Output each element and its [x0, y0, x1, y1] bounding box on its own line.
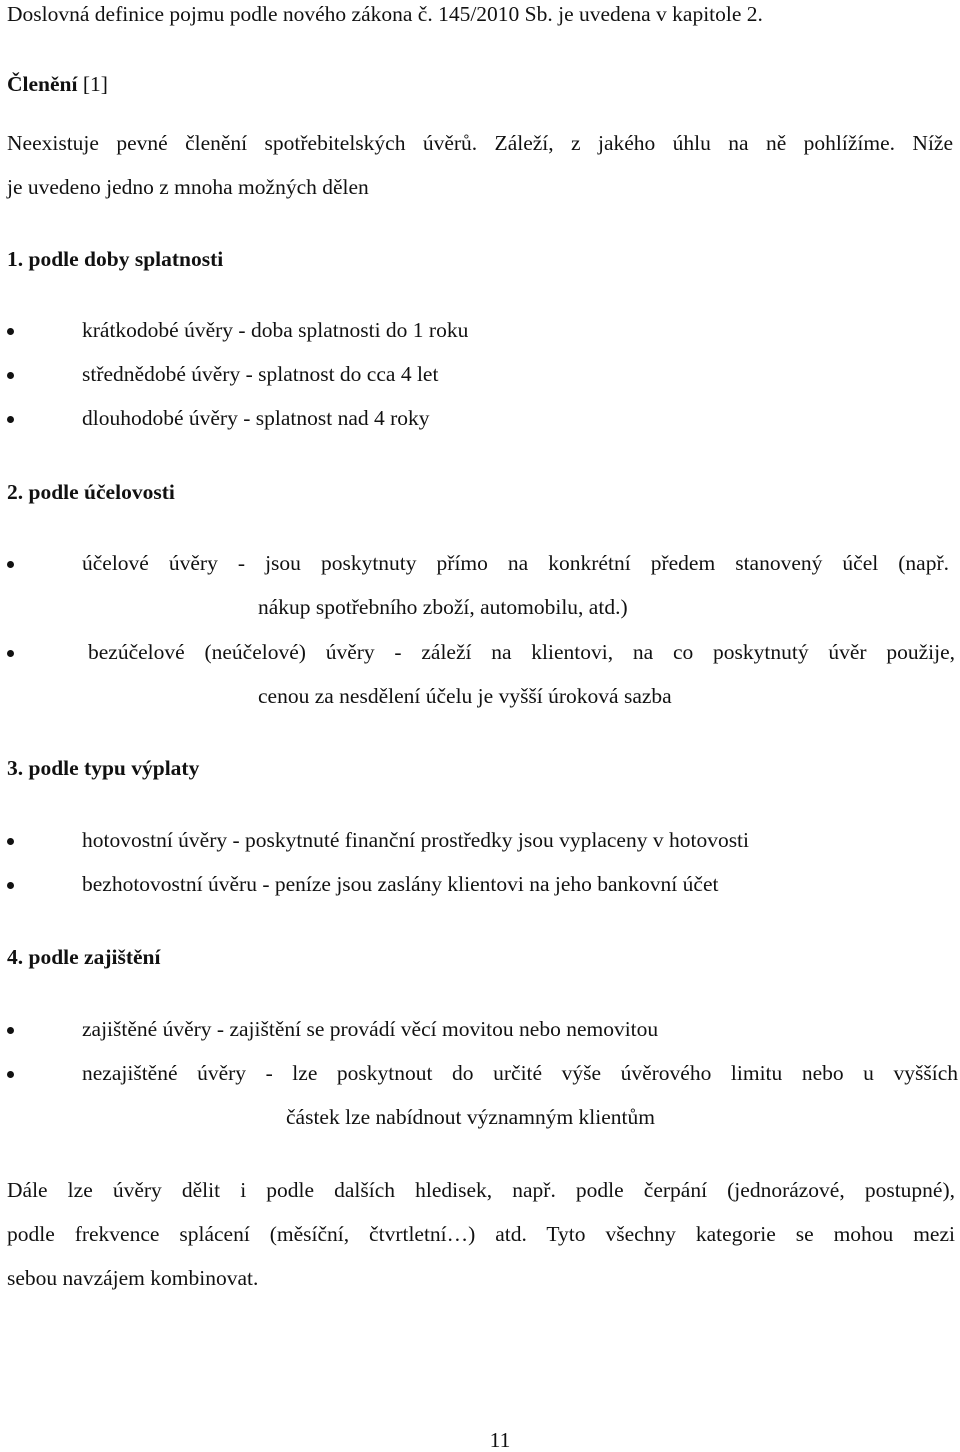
list-item: krátkodobé úvěry - doba splatnosti do 1 roku [82, 318, 469, 342]
bullet-icon [7, 561, 14, 568]
section-heading-title: Členění [7, 72, 78, 96]
bullet-icon [7, 372, 14, 379]
list-item-line2: cenou za nesdělení účelu je vyšší úroková sazba [258, 684, 672, 708]
section-heading-reference: [1] [77, 72, 108, 96]
group-heading-purpose: 2. podle účelovosti [7, 480, 175, 504]
bullet-icon [7, 328, 14, 335]
bullet-icon [7, 416, 14, 423]
bullet-icon [7, 1071, 14, 1078]
intro-paragraph-line2: je uvedeno jedno z mnoha možných dělen [7, 175, 369, 199]
list-item-line2: nákup spotřebního zboží, automobilu, atd.) [258, 595, 628, 619]
list-item-line1: bezúčelové (neúčelové) úvěry - záleží na klientovi, na co poskytnutý úvěr použije, [88, 640, 955, 664]
closing-paragraph-line1: Dále lze úvěry dělit i podle dalších hledisek, např. podle čerpání (jednorázové, postupné), [7, 1178, 955, 1202]
list-item: dlouhodobé úvěry - splatnost nad 4 roky [82, 406, 430, 430]
definition-text: Doslovná definice pojmu podle nového zákona č. 145/2010 Sb. je uvedena v kapitole 2. [7, 2, 763, 26]
bullet-icon [7, 882, 14, 889]
section-heading [7, 74, 108, 96]
closing-paragraph-line3: sebou navzájem kombinovat. [7, 1266, 259, 1290]
list-item: hotovostní úvěry - poskytnuté finanční prostředky jsou vyplaceny v hotovosti [82, 828, 750, 852]
list-item: bezhotovostní úvěru - peníze jsou zaslány klientovi na jeho bankovní účet [82, 872, 719, 896]
intro-paragraph-line1: Neexistuje pevné členění spotřebitelských úvěrů. Záleží, z jakého úhlu na ně pohlížíme. Níže [7, 131, 953, 155]
group-heading-maturity: 1. podle doby splatnosti [7, 247, 224, 271]
list-item-line2: částek lze nabídnout významným klientům [286, 1105, 655, 1129]
bullet-icon [7, 650, 14, 657]
bullet-icon [7, 1027, 14, 1034]
list-item: zajištěné úvěry - zajištění se provádí věcí movitou nebo nemovitou [82, 1017, 659, 1041]
closing-paragraph-line2: podle frekvence splácení (měsíční, čtvrtletní…) atd. Tyto všechny kategorie se mohou mezi [7, 1222, 955, 1246]
page-number: 11 [489, 1428, 511, 1452]
group-heading-security: 4. podle zajištění [7, 945, 161, 969]
bullet-icon [7, 838, 14, 845]
group-heading-payout: 3. podle typu výplaty [7, 756, 200, 780]
list-item-line1: účelové úvěry - jsou poskytnuty přímo na konkrétní předem stanovený účel (např. [82, 551, 949, 575]
list-item-line1: nezajištěné úvěry - lze poskytnout do určité výše úvěrového limitu nebo u vyšších [82, 1061, 958, 1085]
list-item: střednědobé úvěry - splatnost do cca 4 let [82, 362, 439, 386]
